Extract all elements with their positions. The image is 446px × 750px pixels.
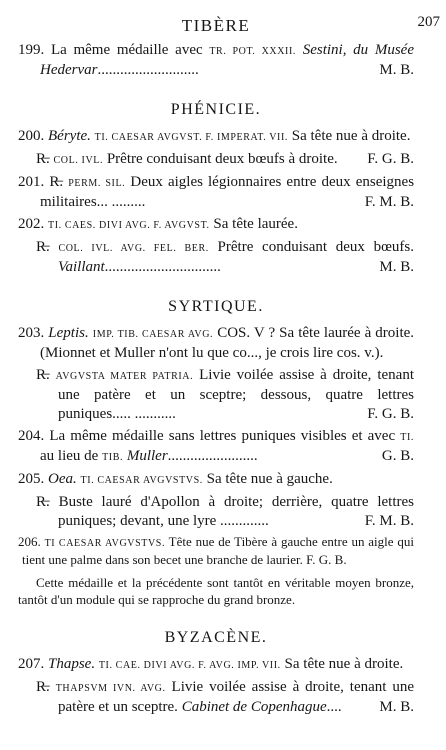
coin-legend: COL. IVL. [53,155,104,166]
entry-201 [18,173,414,212]
rarity: F. M. B. [364,513,414,529]
reverse-mark: R̶. [36,494,50,510]
reverse-mark: R̶. [36,239,50,255]
entry-text: Livie voilée assise à droite, tenant une patère et un sceptre. [58,679,415,715]
entry-text: Prêtre conduisant deux bœufs à droite. [106,151,338,167]
leader-dots: .... [326,699,342,715]
rarity: F. G. B. [367,151,414,167]
entry-199 [18,41,414,80]
entry-text: Livie voilée assise à droite, tenant une patère et un sceptre; dessous, quatre lettres puniques..... [58,367,414,422]
entry-text: La même médaille avec [50,42,203,58]
coin-legend: TI. CAES. DIVI AVG. F. AVGVST. [48,220,210,231]
leader-dots: ........................ [167,448,258,464]
footnote: Cette médaille et la précédente sont tantôt en véritable moyen bronze, tantôt d'un module qui se rapproche du grand bronze. [18,575,414,607]
entry-number: 206. [18,534,41,549]
page-number: 207 [417,14,440,30]
entry-text: Sa tête nue à gauche. [206,471,333,487]
entry-text: Sa tête laurée. [213,216,298,232]
leader-dots: ........................... [97,62,199,78]
city-name: Thapse. [48,656,96,672]
rarity: F. G. B. [306,552,347,567]
coin-legend: TR. POT. XXXII. [209,46,296,57]
coin-legend: TI. [400,432,414,443]
leader-dots: ......... [111,194,146,210]
entry-text: au lieu de [40,448,99,464]
section-title-byzacene: BYZACÈNE. [164,629,268,646]
entry-number: 207. [18,656,45,672]
coin-legend: COL. IVL. AVG. FEL. BER. [58,243,209,254]
entry-202 [18,215,414,235]
entry-203 [18,324,414,363]
entry-204 [18,427,414,467]
coin-legend: TI. CAE. DIVI AVG. F. AVG. IMP. VII. [98,660,281,671]
rarity: M. B. [379,699,414,715]
coin-legend: TI. CAESAR AVGVST. F. IMPERAT. VII. [94,132,289,143]
entry-number: 205. [18,471,45,487]
entry-number: 200. [18,128,45,144]
rarity: M. B. [379,62,414,78]
coin-legend: IMP. TIB. CAESAR AVG. [92,329,214,340]
rarity: F. G. B. [367,406,414,422]
entry-text: Buste lauré d'Apollon à droite; derrière, quatre lettres puniques; devant, une lyre [58,494,415,529]
source-reference: Sestini, du Musée Hedervar [40,42,414,78]
source-reference: Cabinet de Copenhague [181,699,327,715]
leader-dots: ........... [134,406,176,422]
entry-number: 203. [18,325,45,341]
entry-number: 204. [18,428,45,444]
coin-legend: PERM. SIL. [68,178,126,189]
leader-dots: ............................... [104,259,221,275]
entry-number: 199. [18,42,45,58]
coin-legend: THAPSVM IVN. AVG. [55,683,166,694]
entry-text: Sa tête nue à droite. [291,128,411,144]
city-name: Oea. [48,471,77,487]
city-name: Leptis. [48,325,89,341]
entry-text: La même médaille sans lettres puniques visibles et avec [49,428,396,444]
entry-text: Tête nue de Tibère à gauche entre un aigle qui tient une palme dans son becet une branche de laurier. [22,534,415,567]
reverse-mark: R̶. [36,151,50,167]
section-title-phenicie: PHÉNICIE. [170,101,262,118]
entry-text: Prêtre conduisant deux bœufs. [217,239,414,255]
entry-number: 201. [18,174,45,190]
reverse-mark: R̶. [36,679,50,695]
entry-200-reverse [18,150,414,170]
page-body [18,10,414,720]
coin-legend: TI CAESAR AVGVSTVS. [44,538,166,549]
entry-text: COS. V ? Sa tête laurée à droite. (Mionnet et Muller n'ont lu que co..., je crois lire cos. v.). [40,325,415,361]
source-reference: Vaillant [58,259,105,275]
entry-207 [18,655,414,675]
entry-200 [18,127,414,147]
coin-legend: TIB. [102,452,124,463]
section-title-syrtique: SYRTIQUE. [168,298,264,315]
rarity: G. B. [381,448,414,464]
source-reference: Muller [126,448,168,464]
entry-206 [18,534,414,568]
coin-legend: TI. CAESAR AVGVSTVS. [80,475,203,486]
entry-text: Deux aigles légionnaires entre deux enseignes militaires... [40,174,415,210]
entry-207-reverse [18,678,414,717]
rarity: F. M. B. [364,194,414,210]
rarity: M. B. [379,259,414,275]
leader-dots: ............. [220,513,269,529]
coin-legend: AVGVSTA MATER PATRIA. [55,371,194,382]
reverse-mark: R̶. [36,367,50,383]
entry-text: Sa tête nue à droite. [284,656,404,672]
entry-205-reverse [18,493,414,531]
city-name: Béryte. [48,128,91,144]
entry-202-reverse [18,238,414,277]
entry-205 [18,470,414,490]
entry-203-reverse [18,366,414,424]
entry-number: 202. [18,216,45,232]
running-head: TIBÈRE [181,16,251,35]
reverse-mark: R̶. [49,174,64,190]
